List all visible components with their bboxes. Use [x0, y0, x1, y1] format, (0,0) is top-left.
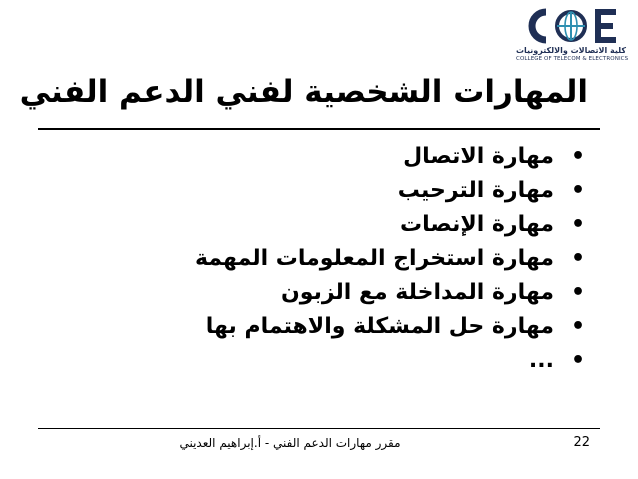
bullet-dot-icon: • — [570, 348, 586, 373]
bullet-list — [68, 140, 588, 378]
bullet-text: ... — [528, 348, 554, 373]
coe-logo-icon — [516, 6, 626, 46]
college-logo — [515, 6, 629, 64]
bullet-dot-icon: • — [570, 280, 586, 305]
logo-arabic-name: كلية الاتصالات والالكترونيات — [515, 46, 626, 55]
bullet-text: مهارة حل المشكلة والاهتمام بها — [205, 314, 554, 339]
bullet-text: مهارة استخراج المعلومات المهمة — [194, 246, 554, 271]
list-item — [68, 344, 588, 378]
list-item — [68, 276, 588, 310]
bullet-dot-icon: • — [570, 178, 586, 203]
list-item — [68, 174, 588, 208]
list-item — [68, 310, 588, 344]
bullet-dot-icon: • — [570, 314, 586, 339]
bullet-dot-icon: • — [570, 144, 586, 169]
list-item — [68, 140, 588, 174]
slide-title: المهارات الشخصية لفني الدعم الفني — [19, 74, 588, 110]
footer-course-note: مقرر مهارات الدعم الفني - أ.إبراهيم العديني — [179, 436, 401, 450]
page-number: 22 — [573, 435, 590, 450]
bullet-text: مهارة الاتصال — [403, 144, 554, 169]
bullet-text: مهارة الترحيب — [397, 178, 554, 203]
list-item — [68, 242, 588, 276]
bullet-dot-icon: • — [570, 212, 586, 237]
footer-divider — [38, 428, 600, 429]
logo-english-name: COLLEGE OF TELECOM & ELECTRONICS — [516, 56, 629, 62]
list-item — [68, 208, 588, 242]
bullet-text: مهارة الإنصات — [400, 212, 554, 237]
bullet-dot-icon: • — [570, 246, 586, 271]
title-divider — [38, 128, 600, 130]
bullet-text: مهارة المداخلة مع الزبون — [281, 280, 554, 305]
